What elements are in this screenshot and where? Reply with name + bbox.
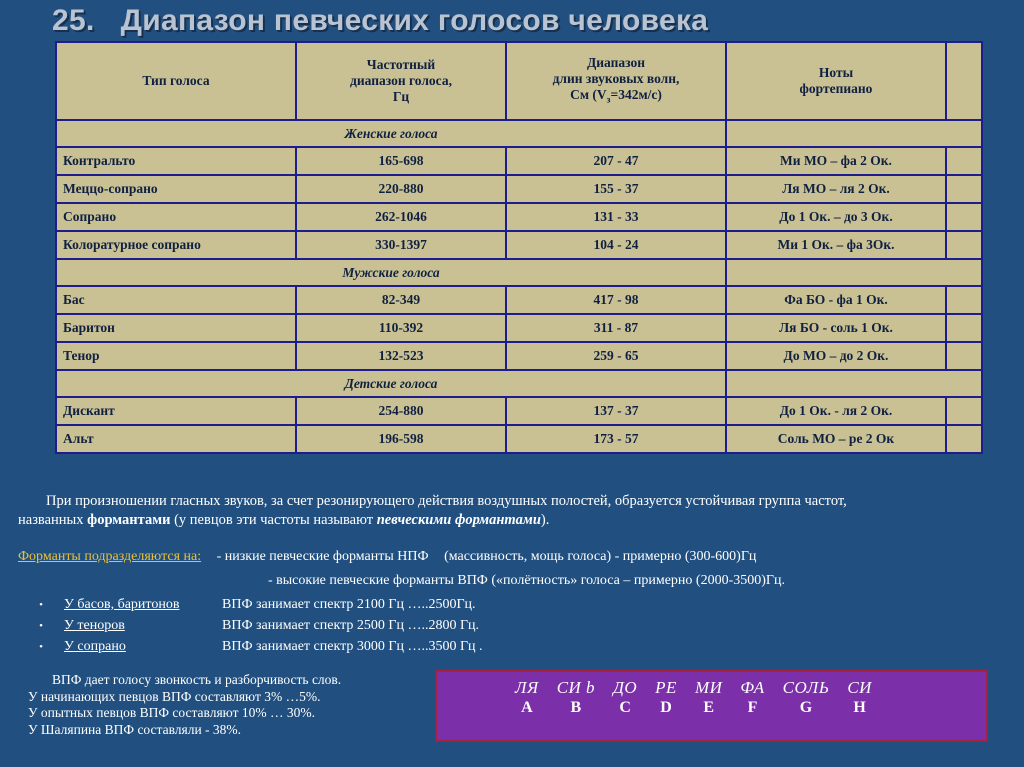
table-row — [56, 175, 982, 203]
formant-low-desc: (массивность, мощь голоса) - примерно (300-600)Гц — [444, 549, 757, 564]
header-freq-l1: Частотный — [366, 57, 436, 73]
cell-wavelength: 259 - 65 — [506, 342, 726, 370]
vpf-spectrum-list — [18, 594, 818, 657]
paragraph-part-2b: (у певцов эти частоты называют — [170, 512, 377, 528]
table-row — [56, 203, 982, 231]
header-freq-l3: Гц — [392, 88, 410, 104]
note-name-ru: РЕ — [655, 678, 677, 697]
note-name-column — [783, 678, 830, 717]
cell-voice-type: Контральто — [56, 147, 296, 175]
formants-subdivided-link[interactable]: Форманты подразделяются на: — [18, 549, 202, 564]
header-wave-speed-sub: з — [606, 95, 611, 106]
note-name-latin: G — [799, 699, 813, 716]
formant-low-line: - низкие певческие форманты НПФ — [216, 549, 429, 564]
section-title: Детские голоса — [56, 370, 726, 397]
cell-wavelength: 207 - 47 — [506, 147, 726, 175]
table-row — [56, 397, 982, 425]
cell-notes: Фа БО - фа 1 Ок. — [726, 286, 946, 314]
list-item — [18, 615, 818, 636]
header-wave-l1: Диапазон — [586, 55, 646, 71]
page-title — [52, 4, 952, 42]
formant-classification-block — [18, 546, 1008, 592]
bullet-spectrum-text: ВПФ занимает спектр 3000 Гц …..3500 Гц . — [222, 639, 483, 654]
note-name-column — [557, 678, 595, 717]
bullet-icon: • — [39, 641, 43, 653]
paragraph-bold-formantami: формантами — [87, 512, 171, 528]
bullet-voice-group[interactable]: У басов, баритонов — [64, 597, 180, 612]
cell-voice-type: Баритон — [56, 314, 296, 342]
cell-frequency: 254-880 — [296, 397, 506, 425]
note-name-latin: E — [703, 699, 714, 716]
cell-wavelength: 417 - 98 — [506, 286, 726, 314]
header-notes-l2: фортепиано — [799, 81, 873, 96]
note-name-latin: F — [747, 699, 758, 716]
slide-number: 25. — [52, 4, 95, 37]
cell-notes: Ля БО - соль 1 Ок. — [726, 314, 946, 342]
paragraph-part-2a: названных — [18, 512, 88, 528]
cell-notes: До МО – до 2 Ок. — [726, 342, 946, 370]
cell-frequency: 330-1397 — [296, 231, 506, 259]
note-name-ru: ДО — [613, 678, 638, 697]
cell-notes: Ля МО – ля 2 Ок. — [726, 175, 946, 203]
table-section-row — [56, 370, 982, 397]
note-name-column — [515, 678, 539, 717]
note-name-ru: ЛЯ — [515, 678, 539, 697]
note-name-column — [613, 678, 637, 717]
cell-wavelength: 137 - 37 — [506, 397, 726, 425]
cell-voice-type: Альт — [56, 425, 296, 453]
cell-spacer — [946, 342, 982, 370]
header-wave-l2: длин звуковых волн, — [552, 71, 680, 87]
note-name-ru: МИ — [694, 678, 723, 697]
header-voice-type: Тип голоса — [56, 42, 296, 120]
vpf-note-line-4: У Шаляпина ВПФ составляли - 38%. — [28, 721, 242, 737]
table-row — [56, 425, 982, 453]
cell-frequency: 82-349 — [296, 286, 506, 314]
table-row — [56, 286, 982, 314]
vpf-note-line-1: ВПФ дает голосу звонкость и разборчивость слов. — [52, 672, 342, 687]
vpf-percentage-note — [28, 672, 448, 738]
cell-notes: До 1 Ок. - ля 2 Ок. — [726, 397, 946, 425]
cell-spacer — [946, 231, 982, 259]
list-item — [18, 594, 818, 615]
section-blank-cell — [726, 259, 982, 286]
table-header-row — [56, 42, 982, 120]
header-wave-speed-a: См (V — [570, 86, 607, 102]
note-name-latin: D — [660, 699, 672, 716]
header-freq-l2: диапазон голоса, — [350, 73, 452, 89]
note-name-ru: ФА — [740, 678, 765, 697]
bullet-icon: • — [39, 620, 43, 632]
note-name-ru: СИ — [847, 678, 872, 697]
cell-wavelength: 104 - 24 — [506, 231, 726, 259]
header-frequency-range — [296, 42, 506, 120]
bullet-spectrum-text: ВПФ занимает спектр 2100 Гц …..2500Гц. — [222, 597, 476, 612]
cell-notes: До 1 Ок. – до 3 Ок. — [726, 203, 946, 231]
cell-voice-type: Тенор — [56, 342, 296, 370]
table-row — [56, 231, 982, 259]
note-name-latin: A — [521, 699, 533, 716]
note-name-column — [695, 678, 722, 717]
table-section-row — [56, 120, 982, 147]
cell-notes: Ми 1 Ок. – фа 3Ок. — [726, 231, 946, 259]
vpf-note-line-3: У опытных певцов ВПФ составляют 10% … 30%. — [28, 705, 315, 720]
bullet-spectrum-text: ВПФ занимает спектр 2500 Гц …..2800 Гц. — [222, 618, 480, 633]
cell-notes: Ми МО – фа 2 Ок. — [726, 147, 946, 175]
cell-spacer — [946, 175, 982, 203]
formant-high-line: - высокие певческие форманты ВПФ («полётность» голоса – примерно (2000-3500)Гц. — [268, 573, 785, 588]
header-wavelength-range — [506, 42, 726, 120]
cell-frequency: 165-698 — [296, 147, 506, 175]
table-row — [56, 342, 982, 370]
paragraph-part-2c: ). — [540, 512, 550, 528]
note-names-box — [435, 670, 988, 742]
table-section-row — [56, 259, 982, 286]
note-name-column — [847, 678, 872, 717]
header-notes-l1: Ноты — [818, 65, 854, 81]
cell-spacer — [946, 147, 982, 175]
bullet-voice-group[interactable]: У теноров — [64, 618, 125, 633]
table-row — [56, 147, 982, 175]
note-name-column — [740, 678, 764, 717]
cell-spacer — [946, 286, 982, 314]
cell-frequency: 132-523 — [296, 342, 506, 370]
cell-voice-type: Колоратурное сопрано — [56, 231, 296, 259]
formant-intro-paragraph — [18, 492, 1008, 530]
cell-frequency: 220-880 — [296, 175, 506, 203]
slide-title-text: Диапазон певческих голосов человека — [120, 4, 709, 37]
section-blank-cell — [726, 370, 982, 397]
cell-voice-type: Дискант — [56, 397, 296, 425]
header-spacer-cell — [946, 42, 982, 120]
cell-wavelength: 311 - 87 — [506, 314, 726, 342]
cell-wavelength: 155 - 37 — [506, 175, 726, 203]
bullet-icon: • — [39, 599, 43, 611]
note-name-latin: H — [853, 699, 866, 716]
vpf-note-line-2: У начинающих певцов ВПФ составляют 3% …5%. — [28, 688, 321, 704]
section-blank-cell — [726, 120, 982, 147]
header-wave-l3 — [513, 87, 719, 107]
cell-frequency: 196-598 — [296, 425, 506, 453]
list-item — [18, 636, 818, 657]
cell-frequency: 262-1046 — [296, 203, 506, 231]
paragraph-italic-pevcheskimi: певческими формантами — [376, 512, 541, 528]
bullet-voice-group[interactable]: У сопрано — [64, 639, 126, 654]
note-name-ru: СОЛЬ — [782, 678, 830, 697]
note-name-ru: СИ b — [556, 678, 596, 697]
header-wave-speed-b: =342м/с) — [610, 86, 662, 102]
cell-voice-type: Бас — [56, 286, 296, 314]
note-name-latin: C — [619, 699, 631, 716]
table-row — [56, 314, 982, 342]
cell-spacer — [946, 203, 982, 231]
cell-spacer — [946, 425, 982, 453]
cell-voice-type: Меццо-сопрано — [56, 175, 296, 203]
cell-voice-type: Сопрано — [56, 203, 296, 231]
note-name-column — [655, 678, 677, 717]
cell-wavelength: 131 - 33 — [506, 203, 726, 231]
cell-spacer — [946, 314, 982, 342]
voice-range-table-container — [55, 41, 981, 454]
section-title: Женские голоса — [56, 120, 726, 147]
cell-frequency: 110-392 — [296, 314, 506, 342]
paragraph-part-1: При произношении гласных звуков, за счет резонирующего действия воздушных полостей, образуется устойчивая группа частот, — [46, 493, 847, 509]
voice-range-table — [55, 41, 983, 454]
cell-spacer — [946, 397, 982, 425]
note-name-latin: B — [570, 699, 582, 716]
cell-wavelength: 173 - 57 — [506, 425, 726, 453]
cell-notes: Соль МО – ре 2 Ок — [726, 425, 946, 453]
header-piano-notes — [726, 42, 946, 120]
section-title: Мужские голоса — [56, 259, 726, 286]
